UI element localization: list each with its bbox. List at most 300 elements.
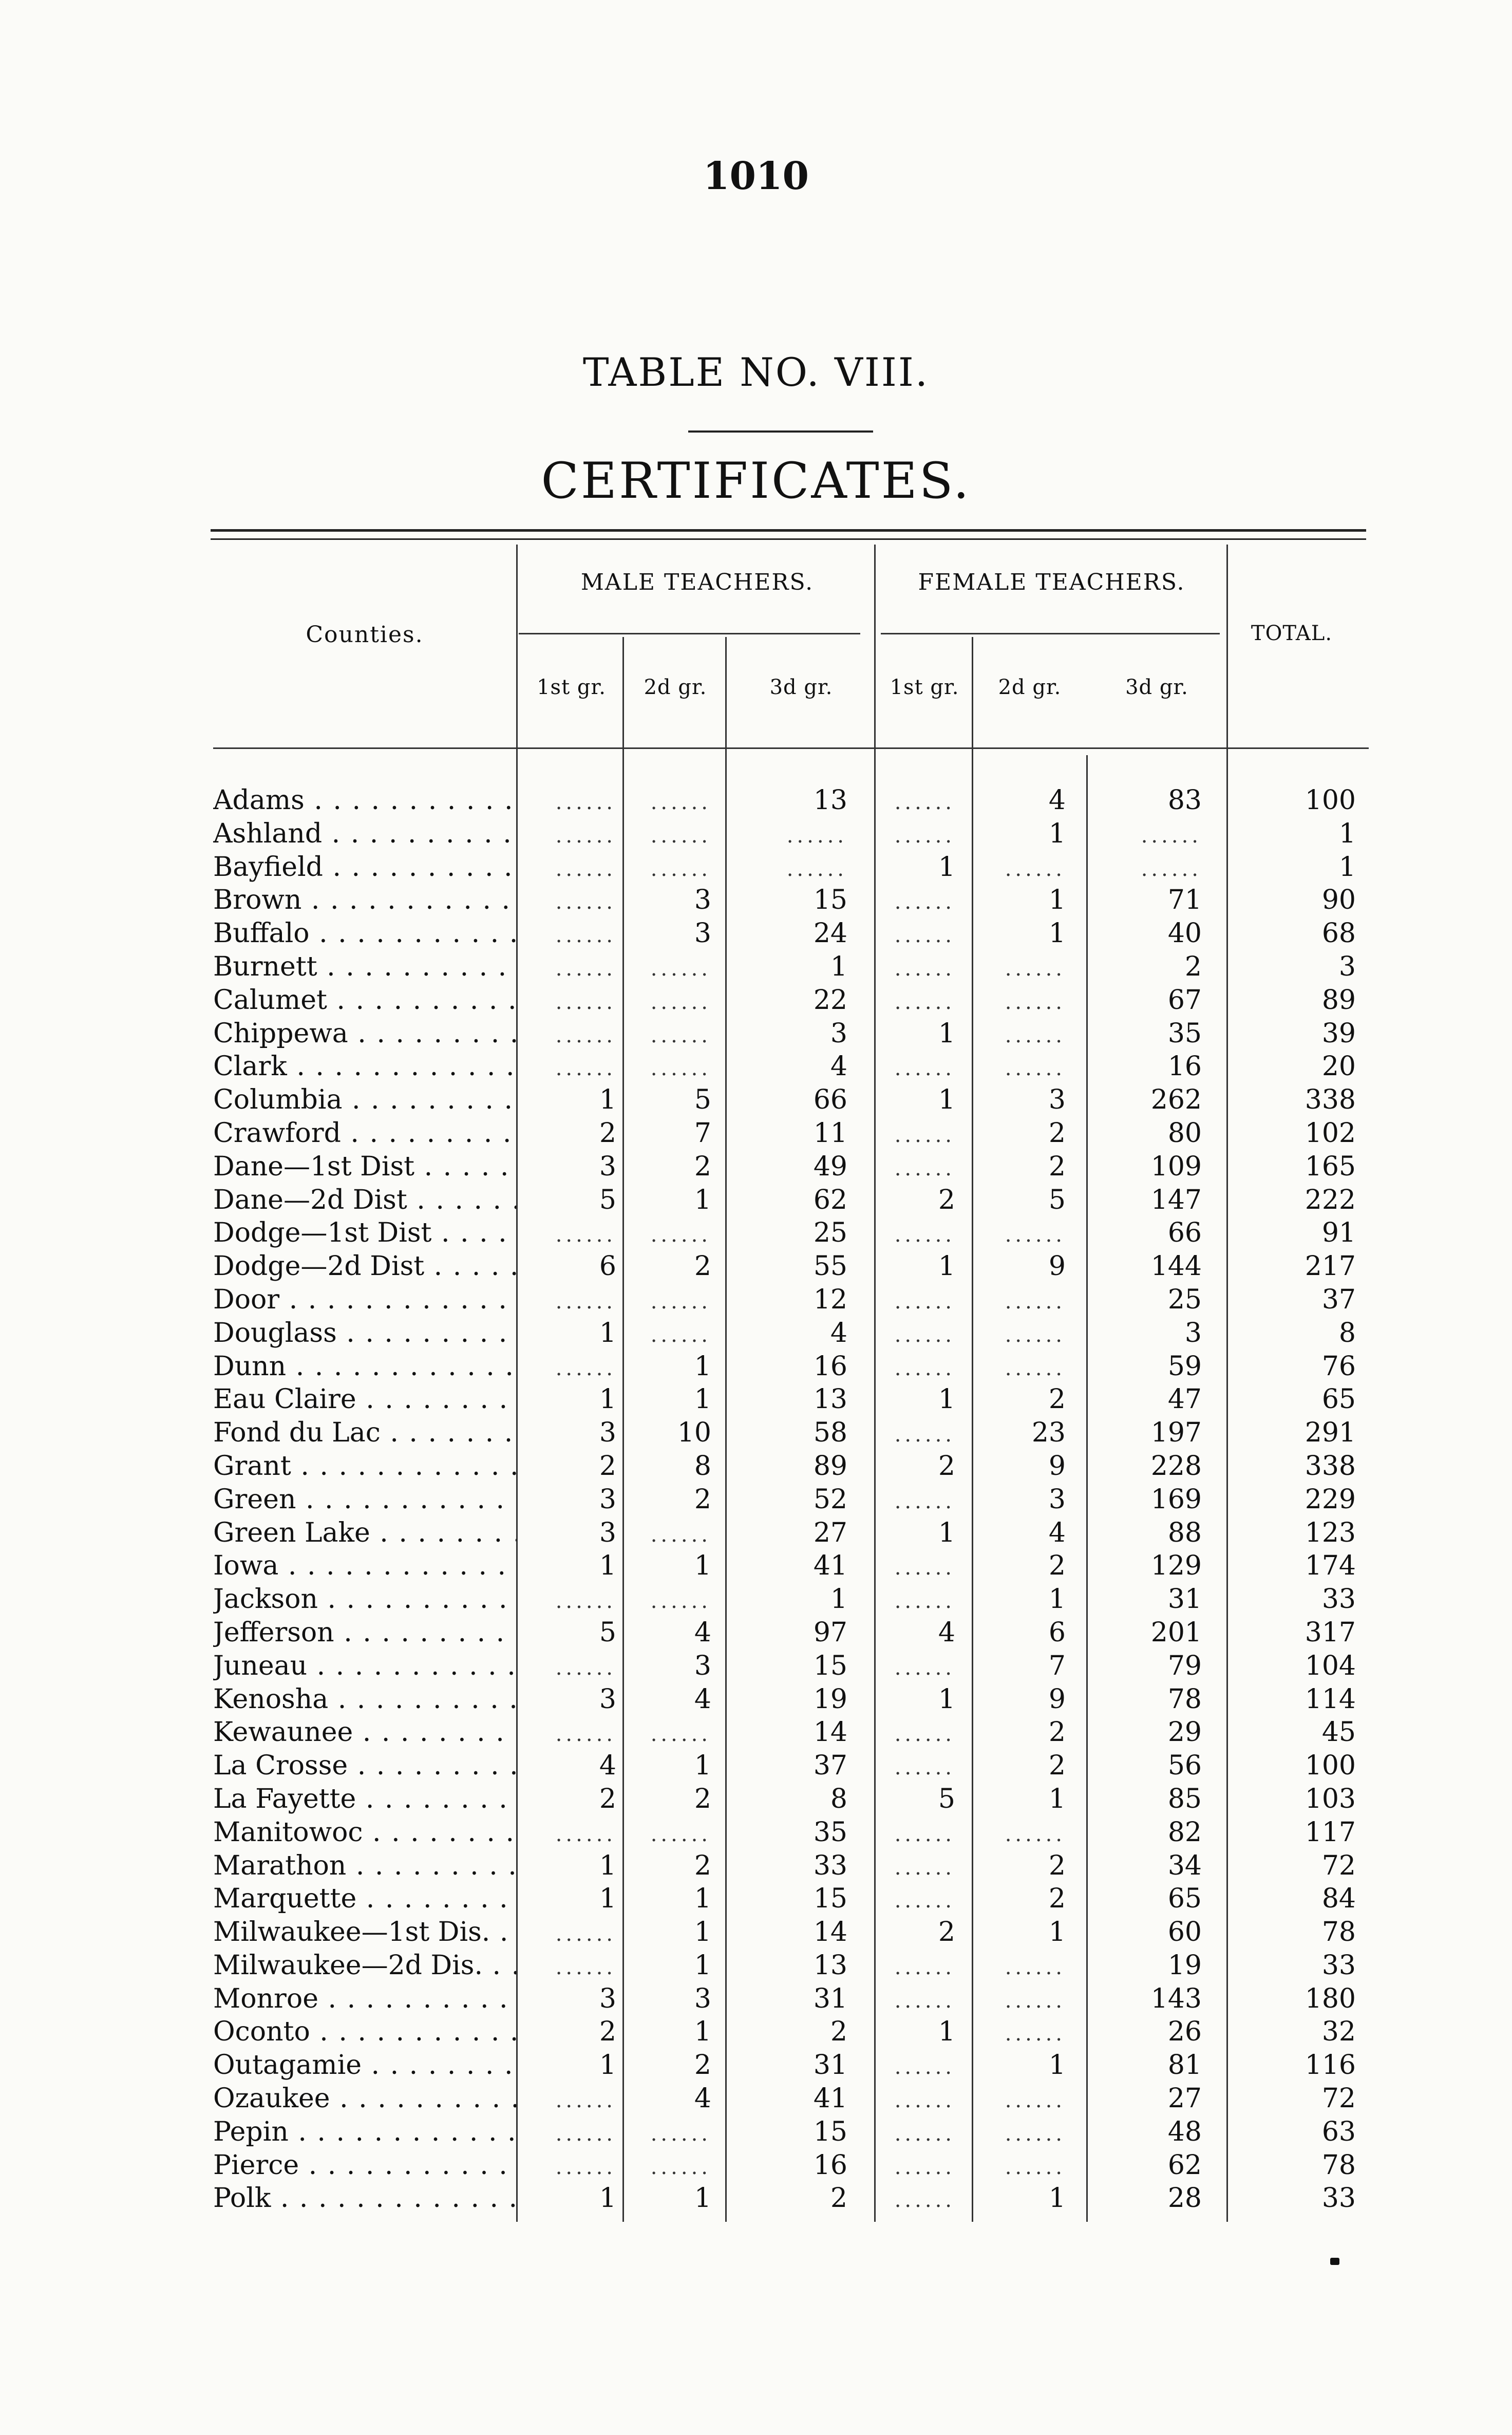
cell-m1: 6 [599,1251,616,1282]
cell-m1: ...... [555,924,616,948]
cell-m3: 15 [813,1650,847,1681]
cell-m2: 2 [694,1484,711,1515]
cell-m3: 24 [813,918,847,949]
cell-f1: ...... [894,791,955,814]
cell-m3: 89 [813,1450,847,1482]
cell-m2: 4 [694,1617,711,1648]
county-label: Calumet [213,984,327,1016]
cell-f1: 2 [938,1450,955,1482]
county-label: Juneau [213,1650,308,1681]
county-label: Manitowoc [213,1816,363,1848]
cell-f3: 71 [1167,885,1202,916]
cell-total: 102 [1305,1117,1356,1149]
cell-total: 72 [1321,2083,1356,2114]
cell-m2: 1 [694,1384,711,1415]
cell-m2: ...... [650,2122,711,2146]
county-label: Oconto [213,2016,310,2048]
cell-m1: 3 [599,1517,616,1548]
cell-f3: 144 [1150,1251,1202,1282]
cell-m1: ...... [555,990,616,1014]
cell-f3: 78 [1167,1683,1202,1715]
header-female-teachers: FEMALE TEACHERS. [918,569,1185,595]
cell-total: 33 [1321,1584,1356,1615]
cell-total: 33 [1321,1950,1356,1981]
cell-f2: 2 [1048,1717,1066,1748]
cell-f2: 4 [1048,785,1066,816]
county-label: Jefferson [213,1617,334,1648]
header-counties: Counties. [306,622,424,648]
cell-m1: 5 [599,1184,616,1215]
cell-f2: ...... [1005,2089,1066,2113]
cell-f2: ...... [1005,2122,1066,2146]
cell-f1: ...... [894,1556,955,1580]
cell-f3: 3 [1184,1317,1202,1348]
county-label: Kenosha [213,1683,329,1715]
cell-m2: ...... [650,1722,711,1747]
cell-m2: 2 [694,2050,711,2081]
cell-f2: ...... [1005,1323,1066,1347]
table-label: TABLE NO. VIII. [582,349,930,395]
cell-total: 8 [1338,1317,1356,1348]
cell-m1: 1 [599,1084,616,1116]
cell-f2: 1 [1048,1783,1066,1814]
cell-m2: ...... [650,1323,711,1347]
cell-f1: ...... [894,1722,955,1747]
cell-f1: ...... [894,924,955,948]
cell-f3: 82 [1167,1816,1202,1848]
cell-m2: 2 [694,1783,711,1814]
cell-f1: 1 [938,1018,955,1049]
cell-f2: 9 [1048,1683,1066,1715]
cell-f1: 1 [938,1517,955,1548]
cell-m3: 31 [813,1983,847,2014]
table-row [213,817,1369,851]
header-female-1st-grade: 1st gr. [890,676,959,699]
cell-total: 117 [1305,1816,1356,1848]
cell-m3: 14 [813,1717,847,1748]
county-label: Kewaunee [213,1717,353,1748]
cell-f3: 197 [1150,1417,1202,1449]
table-row [213,1017,1369,1051]
cell-m3: 41 [813,1550,847,1582]
cell-total: 65 [1321,1384,1356,1415]
county-label: Columbia [213,1084,343,1116]
cell-m1: 1 [599,1317,616,1348]
cell-f2: 2 [1048,1750,1066,1782]
cell-m3: 2 [830,2183,847,2214]
cell-m2: ...... [650,1223,711,1247]
cell-m2: 1 [694,1950,711,1981]
cell-f2: 1 [1048,2183,1066,2214]
header-bottom-rule [213,747,1369,749]
cell-f3: 129 [1150,1550,1202,1582]
cell-total: 76 [1321,1351,1356,1382]
cell-f2: 2 [1048,1850,1066,1881]
table-row [213,1616,1369,1650]
table-row [213,950,1369,984]
cell-total: 291 [1305,1417,1356,1449]
cell-m3: 66 [813,1084,847,1116]
cell-f3: 19 [1167,1950,1202,1981]
cell-f1: ...... [894,1955,955,1979]
cell-m3: 31 [813,2050,847,2081]
cell-m2: ...... [650,823,711,848]
cell-m1: ...... [555,857,616,881]
cell-total: 229 [1305,1484,1356,1515]
cell-f2: ...... [1005,1057,1066,1081]
table-row [213,1150,1369,1184]
cell-m3: 49 [813,1151,847,1182]
cell-f2: ...... [1005,990,1066,1014]
cell-total: 89 [1321,984,1356,1016]
county-label: Eau Claire [213,1384,356,1415]
cell-m1: ...... [555,957,616,981]
header-female-2d-grade: 2d gr. [998,676,1062,699]
cell-f3: 40 [1167,918,1202,949]
cell-total: 123 [1305,1517,1356,1548]
cell-f1: ...... [894,1489,955,1513]
cell-f1: 1 [938,2016,955,2048]
table-row [213,1849,1369,1883]
cell-total: 72 [1321,1850,1356,1881]
cell-m3: 27 [813,1517,847,1548]
header-male-3d-grade: 3d gr. [769,676,833,699]
cell-m2: 1 [694,2183,711,2214]
county-label: Adams [213,785,305,816]
cell-m3: 3 [830,1018,847,1049]
cell-total: 3 [1338,951,1356,982]
cell-f3: 201 [1150,1617,1202,1648]
cell-total: 39 [1321,1018,1356,1049]
cell-m2: 5 [694,1084,711,1116]
county-label: Pierce [213,2149,299,2181]
cell-f3: 88 [1167,1517,1202,1548]
cell-f1: ...... [894,1156,955,1181]
cell-m1: ...... [555,1922,616,1946]
cell-m3: 52 [813,1484,847,1515]
cell-f1: ...... [894,2055,955,2080]
cell-f2: ...... [1005,1356,1066,1380]
cell-total: 32 [1321,2016,1356,2048]
cell-m2: 3 [694,1650,711,1681]
cell-f2: 7 [1048,1650,1066,1681]
cell-f2: 6 [1048,1617,1066,1648]
cell-m3: 16 [813,2149,847,2181]
table-row [213,1416,1369,1450]
table-row [213,2149,1369,2182]
county-label: Marathon [213,1850,347,1881]
cell-f3: 169 [1150,1484,1202,1515]
county-label: Jackson [213,1584,318,1615]
county-label: Douglass [213,1317,337,1348]
header-male-teachers: MALE TEACHERS. [580,569,814,595]
cell-f1: ...... [894,1989,955,2013]
cell-m1: 4 [599,1750,616,1782]
cell-total: 165 [1305,1151,1356,1182]
cell-total: 100 [1305,785,1356,816]
cell-m1: 3 [599,1983,616,2014]
cell-f1: ...... [894,1123,955,1147]
cell-m1: 1 [599,1883,616,1915]
cell-m2: 2 [694,1850,711,1881]
cell-f2: 9 [1048,1450,1066,1482]
cell-m3: 12 [813,1284,847,1315]
table-row [213,2182,1369,2215]
cell-m2: 1 [694,1550,711,1582]
cell-m3: 55 [813,1251,847,1282]
county-label: Dane—1st Dist [213,1151,415,1182]
county-label: Crawford [213,1117,341,1149]
cell-f1: ...... [894,1656,955,1680]
table-row [213,1317,1369,1350]
cell-m1: ...... [555,2089,616,2113]
cell-m2: 3 [694,1983,711,2014]
cell-f3: 56 [1167,1750,1202,1782]
cell-f1: ...... [894,2188,955,2213]
cell-m2: 3 [694,885,711,916]
table-row [213,2115,1369,2149]
table-row [213,1450,1369,1483]
table-row [213,1216,1369,1250]
cell-m1: ...... [555,2122,616,2146]
cell-m3: 58 [813,1417,847,1449]
table-title: CERTIFICATES. [541,452,971,510]
cell-f1: ...... [894,1057,955,1081]
table-row [213,1117,1369,1150]
cell-f1: 5 [938,1783,955,1814]
county-label: Green [213,1484,296,1515]
cell-total: 103 [1305,1783,1356,1814]
cell-total: 90 [1321,885,1356,916]
table-row [213,2049,1369,2082]
table-row [213,1982,1369,2016]
cell-m3: 2 [830,2016,847,2048]
cell-total: 37 [1321,1284,1356,1315]
table-row [213,1949,1369,1982]
cell-f3: 25 [1167,1284,1202,1315]
table-row [213,1683,1369,1716]
cell-f3: 60 [1167,1917,1202,1948]
cell-m1: ...... [555,1656,616,1680]
county-label: Green Lake [213,1517,370,1548]
cell-m3: 62 [813,1184,847,1215]
cell-m3: 1 [830,1584,847,1615]
county-label: La Fayette [213,1783,356,1814]
cell-m3: ...... [786,857,847,881]
cell-f1: ...... [894,1323,955,1347]
table-row [213,1250,1369,1283]
cell-m3: 25 [813,1218,847,1249]
cell-f1: ...... [894,1856,955,1880]
cell-m1: 3 [599,1151,616,1182]
cell-f2: ...... [1005,1223,1066,1247]
cell-f1: ...... [894,1223,955,1247]
cell-m1: ...... [555,1955,616,1979]
county-label: Ashland [213,818,323,849]
cell-m3: 13 [813,1384,847,1415]
cell-total: 114 [1305,1683,1356,1715]
cell-f1: ...... [894,1356,955,1380]
cell-m2: ...... [650,1822,711,1846]
cell-m1: 3 [599,1417,616,1449]
page-number: 1010 [703,154,809,198]
county-label: Milwaukee—1st Dis. [213,1917,490,1948]
cell-m2: 4 [694,1683,711,1715]
table-row [213,1650,1369,1683]
cell-f1: 1 [938,1384,955,1415]
cell-m3: ...... [786,823,847,848]
cell-m3: 15 [813,885,847,916]
cell-f2: ...... [1005,1023,1066,1047]
table-top-rule-thin [211,538,1366,540]
cell-f2: 1 [1048,918,1066,949]
cell-f2: 1 [1048,2050,1066,2081]
county-label: Brown [213,885,302,916]
table-row [213,1916,1369,1949]
county-label: Burnett [213,951,317,982]
cell-m1: 1 [599,1850,616,1881]
cell-m3: 35 [813,1816,847,1848]
county-label: Outagamie [213,2050,362,2081]
county-label: Buffalo [213,918,310,949]
cell-f2: 23 [1031,1417,1066,1449]
county-label: Polk [213,2183,271,2214]
county-label: Fond du Lac [213,1417,381,1449]
cell-m3: 11 [813,1117,847,1149]
cell-f3: 147 [1150,1184,1202,1215]
cell-m2: ...... [650,857,711,881]
cell-m2: ...... [650,1289,711,1314]
cell-f3: 59 [1167,1351,1202,1382]
table-row [213,784,1369,817]
table-row [213,1516,1369,1550]
cell-f2: ...... [1005,1989,1066,2013]
cell-f3: 29 [1167,1717,1202,1748]
county-label: Milwaukee—2d Dis. [213,1950,483,1981]
cell-f1: ...... [894,2155,955,2179]
cell-m2: 3 [694,918,711,949]
title-divider [688,430,873,433]
cell-m3: 41 [813,2083,847,2114]
table-row [213,884,1369,917]
county-label: Pepin [213,2116,289,2147]
table-row [213,1783,1369,1816]
cell-f2: 2 [1048,1117,1066,1149]
cell-total: 45 [1321,1717,1356,1748]
cell-f3: 109 [1150,1151,1202,1182]
cell-m2: 2 [694,1251,711,1282]
cell-m3: 4 [830,1051,847,1082]
cell-m2: 10 [677,1417,711,1449]
cell-f3: 81 [1167,2050,1202,2081]
cell-f2: 4 [1048,1517,1066,1548]
cell-f1: ...... [894,1289,955,1314]
cell-f2: ...... [1005,957,1066,981]
cell-f1: 1 [938,1683,955,1715]
cell-total: 91 [1321,1218,1356,1249]
table-row [213,1816,1369,1849]
cell-f3: 31 [1167,1584,1202,1615]
cell-m2: 8 [694,1450,711,1482]
cell-f2: 9 [1048,1251,1066,1282]
cell-m1: ...... [555,1223,616,1247]
cell-f2: ...... [1005,857,1066,881]
cell-f3: 48 [1167,2116,1202,2147]
cell-m3: 97 [813,1617,847,1648]
cell-total: 100 [1305,1750,1356,1782]
county-label: Dodge—1st Dist [213,1218,432,1249]
table-row [213,1184,1369,1217]
header-male-2d-grade: 2d gr. [644,676,707,699]
cell-f1: 2 [938,1917,955,1948]
cell-m1: ...... [555,890,616,914]
cell-f1: 2 [938,1184,955,1215]
cell-m2: ...... [650,990,711,1014]
cell-f3: 47 [1167,1384,1202,1415]
cell-f1: ...... [894,1889,955,1913]
cell-m1: 2 [599,1783,616,1814]
cell-f1: ...... [894,890,955,914]
cell-f2: 5 [1048,1184,1066,1215]
cell-f2: 1 [1048,1917,1066,1948]
cell-m2: 1 [694,1184,711,1215]
county-label: La Crosse [213,1750,348,1782]
cell-m1: 1 [599,1384,616,1415]
cell-f2: 1 [1048,818,1066,849]
header-female-3d-grade: 3d gr. [1125,676,1188,699]
county-label: Grant [213,1450,291,1482]
cell-f1: ...... [894,990,955,1014]
cell-m1: 2 [599,1450,616,1482]
table-row [213,2082,1369,2115]
county-label: Door [213,1284,280,1315]
cell-f1: ...... [894,957,955,981]
cell-m1: ...... [555,1023,616,1047]
cell-f2: 2 [1048,1151,1066,1182]
cell-f2: 3 [1048,1484,1066,1515]
cell-m1: 1 [599,2050,616,2081]
cell-m1: ...... [555,1589,616,1614]
table-row [213,1483,1369,1516]
cell-f2: 2 [1048,1883,1066,1915]
table-row [213,917,1369,950]
table-row [213,851,1369,884]
cell-m1: 1 [599,2183,616,2214]
cell-f3: 16 [1167,1051,1202,1082]
cell-m2: 1 [694,1750,711,1782]
cell-m3: 13 [813,785,847,816]
cell-f1: ...... [894,2089,955,2113]
cell-m2: ...... [650,1523,711,1547]
cell-m2: ...... [650,1023,711,1047]
table-row [213,1283,1369,1317]
cell-f2: ...... [1005,2022,1066,2046]
cell-f3: 80 [1167,1117,1202,1149]
cell-f2: ...... [1005,2155,1066,2179]
cell-m1: ...... [555,2155,616,2179]
cell-total: 180 [1305,1983,1356,2014]
county-label: Iowa [213,1550,279,1582]
cell-total: 1 [1338,818,1356,849]
cell-m1: ...... [555,1356,616,1380]
header-total: TOTAL. [1251,622,1333,645]
cell-m1: 3 [599,1683,616,1715]
cell-total: 116 [1305,2050,1356,2081]
cell-m3: 14 [813,1917,847,1948]
cell-m2: 1 [694,1351,711,1382]
certificates-table-body [213,784,1369,2215]
cell-f2: ...... [1005,1822,1066,1846]
